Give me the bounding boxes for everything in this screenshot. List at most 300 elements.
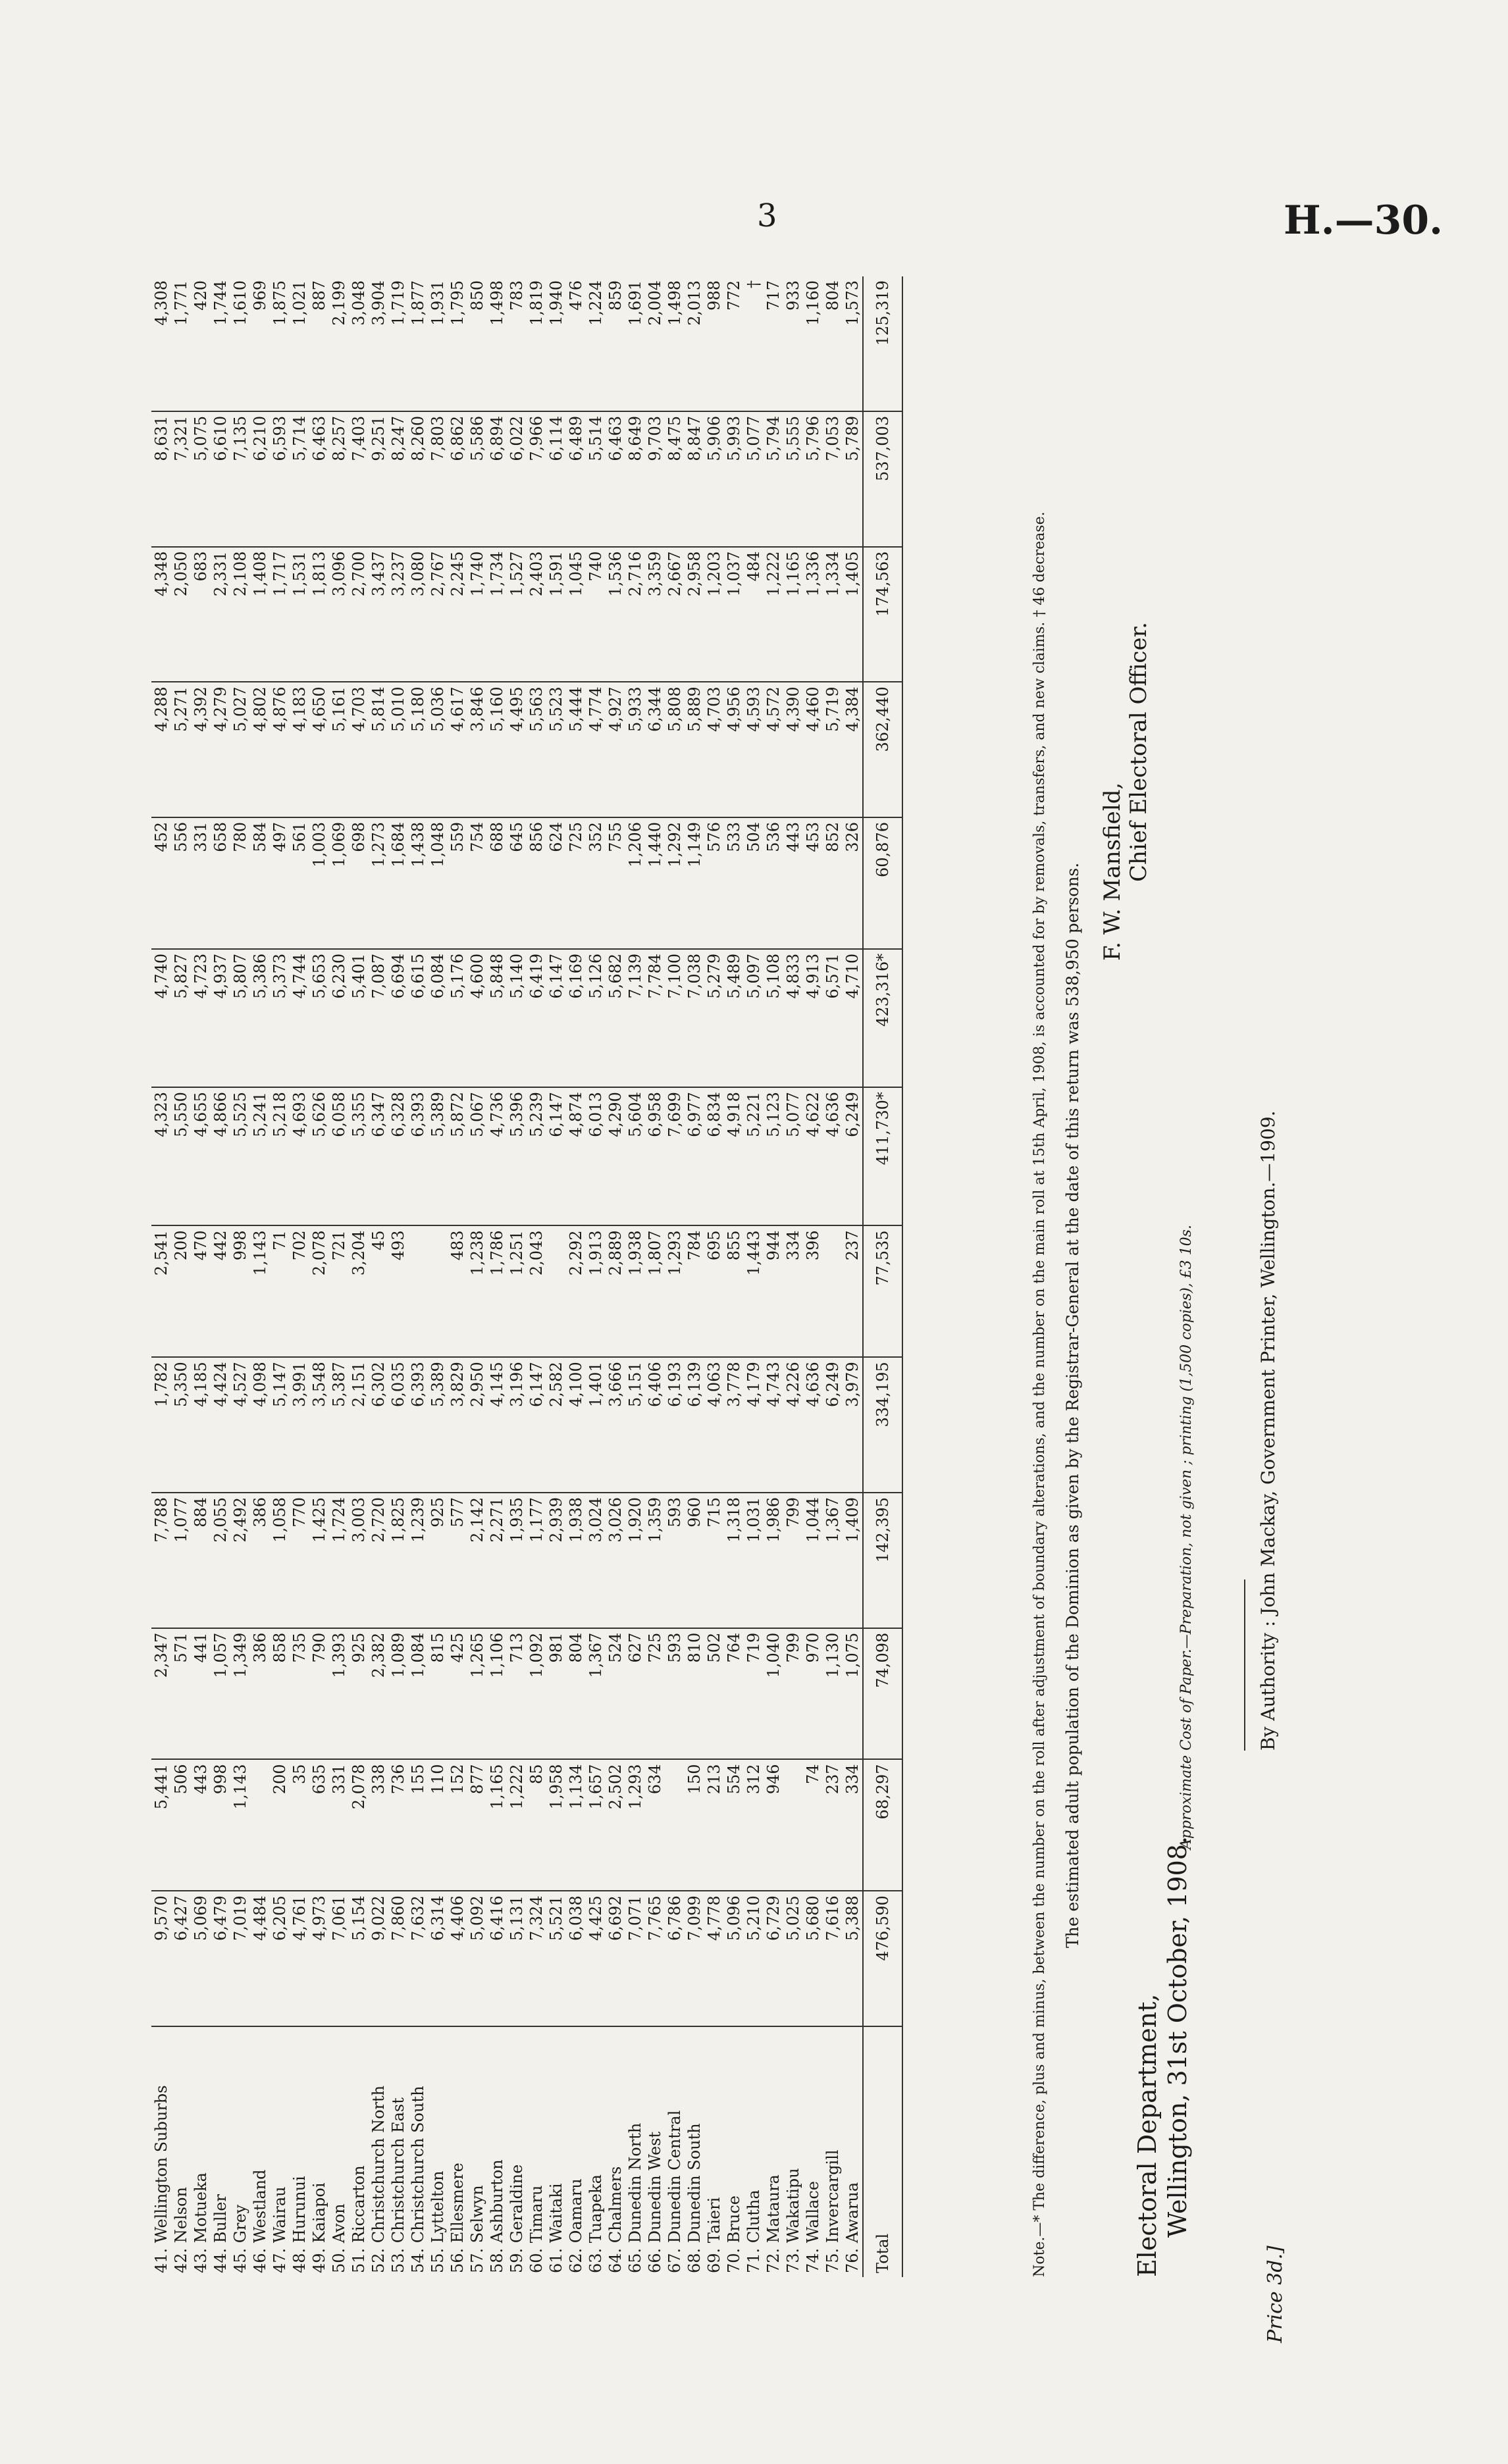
table-cell: 1,293	[665, 1225, 685, 1357]
table-cell: 4,743	[764, 1357, 783, 1493]
table-cell: 4,406	[448, 1891, 467, 2026]
table-cell: 5,626	[309, 1087, 329, 1225]
table-cell: 7,788	[151, 1493, 171, 1628]
table-body	[151, 276, 902, 2277]
table-cell: 970	[803, 1628, 823, 1760]
table-cell: 7,860	[388, 1891, 408, 2026]
table-cell: 7,632	[408, 1891, 428, 2026]
table-cell: 9,251	[369, 411, 388, 547]
table-row	[270, 276, 290, 2277]
table-cell: 6,249	[843, 1087, 863, 1225]
table-cell: 561	[290, 817, 309, 949]
electorate-name: 64. Chalmers	[606, 2166, 625, 2273]
table-cell: 635	[309, 1759, 329, 1891]
table-cell: 5,814	[369, 682, 388, 817]
table-cell: 1,717	[270, 547, 290, 682]
table-cell: 5,389	[428, 1087, 448, 1225]
table-cell: 780	[230, 817, 250, 949]
table-cell: 8,475	[665, 411, 685, 547]
table-cell: 1,058	[270, 1493, 290, 1628]
footnote: Note.—* The difference, plus and minus, between the number on the roll after adjustment of boundary alterations, and the number on the main roll at 15th April, 1908, is accounted for by removals, transfers, and new claims. † 46 decrease.	[1031, 511, 1048, 2277]
table-cell: 152	[448, 1759, 467, 1891]
table-cell: 1,037	[724, 547, 744, 682]
table-cell: 4,063	[704, 1357, 724, 1493]
table-cell: 5,808	[665, 682, 685, 817]
table-row	[349, 276, 369, 2277]
electorate-name: 68. Dunedin South	[685, 2123, 704, 2273]
electorate-name: 47. Wairau	[271, 2186, 289, 2273]
price: Price 3d.]	[1264, 2246, 1287, 2343]
department-block	[1132, 1836, 1193, 2277]
table-cell: 7,765	[645, 1891, 665, 2026]
table-cell: 5,239	[527, 1087, 546, 1225]
table-cell: 5,387	[329, 1357, 349, 1493]
table-cell: 8,247	[388, 411, 408, 547]
table-cell: 725	[645, 1628, 665, 1760]
table-cell: 1,498	[665, 276, 685, 411]
table-cell: 577	[448, 1493, 467, 1628]
table-cell: 695	[704, 1225, 724, 1357]
table-cell: 4,384	[843, 682, 863, 817]
table-cell: 1,408	[250, 547, 270, 682]
electorate-name: 41. Wellington Suburbs	[152, 2085, 170, 2273]
table-row	[843, 276, 863, 2277]
printer-authority: By Authority : John Mackay, Government Printer, Wellington.—1909.	[1257, 1110, 1279, 1751]
table-cell: 4,290	[606, 1087, 625, 1225]
table-row	[724, 276, 744, 2277]
table-row	[329, 276, 349, 2277]
table-cell: 2,767	[428, 547, 448, 682]
table-cell: 719	[744, 1628, 764, 1760]
table-cell: 6,479	[211, 1891, 230, 2026]
table-cell: 1,206	[625, 817, 645, 949]
table-cell: 396	[803, 1225, 823, 1357]
table-cell: 6,169	[566, 949, 586, 1087]
table-cell: 1,573	[843, 276, 863, 411]
table-cell: 858	[270, 1628, 290, 1760]
table-cell: 74,098	[863, 1628, 902, 1760]
table-cell: 533	[724, 817, 744, 949]
table-cell: 3,080	[408, 547, 428, 682]
table-cell: 2,720	[369, 1493, 388, 1628]
table-cell: 2,013	[685, 276, 704, 411]
table-cell: 60,876	[863, 817, 902, 949]
table-cell: 1,405	[843, 547, 863, 682]
table-cell: 5,075	[191, 411, 211, 547]
table-cell: 2,078	[309, 1225, 329, 1357]
table-cell	[546, 1225, 566, 1357]
table-cell: 5,682	[606, 949, 625, 1087]
table-cell: 441	[191, 1628, 211, 1760]
table-cell: 7,099	[685, 1891, 704, 2026]
table-cell: 6,302	[369, 1357, 388, 1493]
table-cell: 1,825	[388, 1493, 408, 1628]
table-cell: 5,025	[783, 1891, 803, 2026]
table-cell: 537,003	[863, 411, 902, 547]
table-cell: 4,098	[250, 1357, 270, 1493]
table-cell: 7,616	[823, 1891, 843, 2026]
table-cell: 5,092	[467, 1891, 487, 2026]
table-cell: 5,218	[270, 1087, 290, 1225]
table-cell: 3,829	[448, 1357, 467, 1493]
table-cell: 624	[546, 817, 566, 949]
table-cell: 502	[704, 1628, 724, 1760]
table-cell: 5,279	[704, 949, 724, 1087]
table-cell: 312	[744, 1759, 764, 1891]
table-cell: 5,126	[586, 949, 606, 1087]
table-row	[764, 276, 783, 2277]
table-cell: 5,906	[704, 411, 724, 547]
signatory-name: F. W. Mansfield,	[1099, 782, 1126, 961]
table-cell: 1,913	[586, 1225, 606, 1357]
table-cell: 4,655	[191, 1087, 211, 1225]
table-row	[625, 276, 645, 2277]
table-cell: 1,222	[764, 547, 783, 682]
table-cell: 5,789	[843, 411, 863, 547]
table-cell: 5,848	[487, 949, 507, 1087]
table-cell: 969	[250, 276, 270, 411]
table-cell: 442	[211, 1225, 230, 1357]
electorate-name: 73. Wakatipu	[784, 2168, 802, 2273]
table-cell: 884	[191, 1493, 211, 1628]
table-cell: 1,075	[843, 1628, 863, 1760]
table-cell: 4,617	[448, 682, 467, 817]
table-cell: 4,636	[803, 1357, 823, 1493]
table-cell: 998	[211, 1759, 230, 1891]
table-cell: 790	[309, 1628, 329, 1760]
electorate-name: 42. Nelson	[172, 2187, 190, 2273]
table-cell: 6,406	[645, 1357, 665, 1493]
table-cell: 6,147	[546, 949, 566, 1087]
table-cell: 6,571	[823, 949, 843, 1087]
table-cell: 2,331	[211, 547, 230, 682]
table-cell: 593	[665, 1493, 685, 1628]
table-cell	[428, 1225, 448, 1357]
electorate-name: 44. Buller	[211, 2194, 230, 2273]
table-cell: 9,570	[151, 1891, 171, 2026]
table-cell: 174,563	[863, 547, 902, 682]
table-cell: 5,396	[507, 1087, 527, 1225]
table-cell: 2,055	[211, 1493, 230, 1628]
table-cell: 5,514	[586, 411, 606, 547]
table-cell: 2,078	[349, 1759, 369, 1891]
table-row	[507, 276, 527, 2277]
table-cell: 1,719	[388, 276, 408, 411]
table-cell: 5,555	[783, 411, 803, 547]
table-cell: 3,979	[843, 1357, 863, 1493]
table-cell: 110	[428, 1759, 448, 1891]
table-cell: 5,097	[744, 949, 764, 1087]
table-cell: 1,744	[211, 276, 230, 411]
table-cell: 6,147	[546, 1087, 566, 1225]
table-cell: 1,265	[467, 1628, 487, 1760]
table-cell: 1,920	[625, 1493, 645, 1628]
table-cell: 5,350	[171, 1357, 191, 1493]
table-cell: 2,502	[606, 1759, 625, 1891]
divider	[1244, 1579, 1245, 1751]
table-cell: 6,035	[388, 1357, 408, 1493]
table-cell: 998	[230, 1225, 250, 1357]
table-cell: 45	[369, 1225, 388, 1357]
table-cell: 6,958	[645, 1087, 665, 1225]
table-cell: 4,736	[487, 1087, 507, 1225]
table-cell: 2,492	[230, 1493, 250, 1628]
table-cell: 6,894	[487, 411, 507, 547]
table-cell: 5,131	[507, 1891, 527, 2026]
electorate-name: 72. Mataura	[764, 2174, 783, 2273]
table-cell: 1,089	[388, 1628, 408, 1760]
table-cell: 3,003	[349, 1493, 369, 1628]
table-cell: 1,438	[408, 817, 428, 949]
table-cell: 1,877	[408, 276, 428, 411]
table-cell: 6,147	[527, 1357, 546, 1493]
table-cell: 925	[349, 1628, 369, 1760]
table-cell: 5,010	[388, 682, 408, 817]
table-row	[388, 276, 408, 2277]
table-cell: 6,314	[428, 1891, 448, 2026]
electorate-name: 66. Dunedin West	[646, 2131, 664, 2273]
table-cell: 5,180	[408, 682, 428, 817]
table-cell: 5,241	[250, 1087, 270, 1225]
table-cell: 5,077	[744, 411, 764, 547]
table-cell: 7,135	[230, 411, 250, 547]
table-cell: 1,443	[744, 1225, 764, 1357]
table-cell: 5,355	[349, 1087, 369, 1225]
table-cell: 6,344	[645, 682, 665, 817]
table-cell: 3,026	[606, 1493, 625, 1628]
table-cell	[823, 1225, 843, 1357]
table-cell: 725	[566, 817, 586, 949]
table-cell: 326	[843, 817, 863, 949]
table-cell: 6,834	[704, 1087, 724, 1225]
total-label: Total	[863, 2026, 902, 2277]
table-cell: 6,593	[270, 411, 290, 547]
table-cell: 1,657	[586, 1759, 606, 1891]
table-cell: 6,084	[428, 949, 448, 1087]
table-cell: 7,019	[230, 1891, 250, 2026]
table-cell: 6,230	[329, 949, 349, 1087]
table-cell: 556	[171, 817, 191, 949]
table-cell: 3,904	[369, 276, 388, 411]
table-cell: 3,437	[369, 547, 388, 682]
table-cell: 7,403	[349, 411, 369, 547]
table-cell: 5,161	[329, 682, 349, 817]
table-cell: 4,866	[211, 1087, 230, 1225]
table-cell: 6,022	[507, 411, 527, 547]
table-cell: 3,359	[645, 547, 665, 682]
table-cell: 1,044	[803, 1493, 823, 1628]
table-cell: 571	[171, 1628, 191, 1760]
table-cell: 6,977	[685, 1087, 704, 1225]
table-cell: 2,403	[527, 547, 546, 682]
table-cell: 237	[823, 1759, 843, 1891]
table-cell: 1,367	[586, 1628, 606, 1760]
table-cell: 6,013	[586, 1087, 606, 1225]
table-cell: 331	[191, 817, 211, 949]
table-cell: 1,222	[507, 1759, 527, 1891]
table-cell: 5,933	[625, 682, 645, 817]
table-cell: 5,889	[685, 682, 704, 817]
table-cell: 5,525	[230, 1087, 250, 1225]
table-cell: 735	[290, 1628, 309, 1760]
table-cell: 593	[665, 1628, 685, 1760]
electorate-name: 49. Kaiapoi	[310, 2182, 328, 2273]
electorate-name: 67. Dunedin Central	[665, 2110, 684, 2273]
electorate-name: 63. Tuapeka	[586, 2174, 605, 2273]
table-cell: 7,061	[329, 1891, 349, 2026]
table-cell: 702	[290, 1225, 309, 1357]
table-cell: 1,334	[823, 547, 843, 682]
table-cell: 5,521	[546, 1891, 566, 2026]
table-cell: 5,489	[724, 949, 744, 1087]
table-cell: 5,796	[803, 411, 823, 547]
table-cell: 5,441	[151, 1759, 171, 1891]
electorate-name: 58. Ashburton	[488, 2159, 506, 2273]
table-cell: 1,143	[230, 1759, 250, 1891]
table-cell: 4,100	[566, 1357, 586, 1493]
table-row	[566, 276, 586, 2277]
table-cell: 7,087	[369, 949, 388, 1087]
table-cell: 334	[783, 1225, 803, 1357]
table-cell: 855	[724, 1225, 744, 1357]
table-cell: 1,786	[487, 1225, 507, 1357]
table-cell: 2,582	[546, 1357, 566, 1493]
table-cell: 6,692	[606, 1891, 625, 2026]
table-cell: 334	[843, 1759, 863, 1891]
table-cell: 6,419	[527, 949, 546, 1087]
table-cell: 4,527	[230, 1357, 250, 1493]
table-cell: 2,245	[448, 547, 467, 682]
table-cell: 1,130	[823, 1628, 843, 1760]
table-cell: 799	[783, 1493, 803, 1628]
table-cell: 3,196	[507, 1357, 527, 1493]
table-cell: 8,631	[151, 411, 171, 547]
table-cell: 4,876	[270, 682, 290, 817]
table-cell: 4,874	[566, 1087, 586, 1225]
table-cell: 7,038	[685, 949, 704, 1087]
signature-block	[1099, 622, 1152, 961]
table-cell: 5,653	[309, 949, 329, 1087]
table-cell: 470	[191, 1225, 211, 1357]
table-cell: 6,463	[606, 411, 625, 547]
table-cell: 1,092	[527, 1628, 546, 1760]
table-cell: 1,938	[625, 1225, 645, 1357]
table-row	[191, 276, 211, 2277]
table-cell: 2,108	[230, 547, 250, 682]
table-cell: 554	[724, 1759, 744, 1891]
table-cell: 804	[823, 276, 843, 411]
table-cell: 2,050	[171, 547, 191, 682]
table-row	[704, 276, 724, 2277]
table-row	[685, 276, 704, 2277]
table-cell: 2,667	[665, 547, 685, 682]
table-cell: 425	[448, 1628, 467, 1760]
table-cell: 6,610	[211, 411, 230, 547]
table-cell: 8,847	[685, 411, 704, 547]
table-cell: 4,145	[487, 1357, 507, 1493]
table-cell: 856	[527, 817, 546, 949]
table-cell: 4,833	[783, 949, 803, 1087]
table-row	[250, 276, 270, 2277]
table-cell: 1,782	[151, 1357, 171, 1493]
table-cell: 7,321	[171, 411, 191, 547]
table-cell: 3,048	[349, 276, 369, 411]
table-cell: 4,460	[803, 682, 823, 817]
table-cell: 4,179	[744, 1357, 764, 1493]
table-cell	[783, 1759, 803, 1891]
table-cell: 150	[685, 1759, 704, 1891]
table-cell: 946	[764, 1759, 783, 1891]
table-cell: 6,427	[171, 1891, 191, 2026]
table-cell: 1,691	[625, 276, 645, 411]
table-cell: 77,535	[863, 1225, 902, 1357]
electorate-name: 43. Motueka	[192, 2172, 210, 2273]
table-row	[487, 276, 507, 2277]
table-cell: 5,036	[428, 682, 448, 817]
table-cell: 8,649	[625, 411, 645, 547]
table-cell: 1,409	[843, 1493, 863, 1628]
table-cell	[408, 1225, 428, 1357]
table-cell: 4,424	[211, 1357, 230, 1493]
table-cell: 5,680	[803, 1891, 823, 2026]
table-cell: 7,324	[527, 1891, 546, 2026]
table-cell: 1,771	[171, 276, 191, 411]
table-cell: 6,038	[566, 1891, 586, 2026]
table-cell: 5,719	[823, 682, 843, 817]
table-cell: 7,784	[645, 949, 665, 1087]
table-row	[586, 276, 606, 2277]
table-cell: 1,440	[645, 817, 665, 949]
table-cell: 5,373	[270, 949, 290, 1087]
table-cell: 1,165	[487, 1759, 507, 1891]
table-cell: 5,586	[467, 411, 487, 547]
table-cell: 944	[764, 1225, 783, 1357]
total-row	[863, 276, 902, 2277]
table-row	[527, 276, 546, 2277]
table-row	[230, 276, 250, 2277]
document-reference: H.—30.	[1284, 197, 1443, 244]
table-cell: 1,040	[764, 1628, 783, 1760]
table-cell: 4,572	[764, 682, 783, 817]
table-cell: 4,650	[309, 682, 329, 817]
table-cell: 1,734	[487, 547, 507, 682]
table-cell: 6,139	[685, 1357, 704, 1493]
table-cell: 2,151	[349, 1357, 369, 1493]
table-cell: 1,958	[546, 1759, 566, 1891]
table-cell: 5,550	[171, 1087, 191, 1225]
table-cell: 5,827	[171, 949, 191, 1087]
table-cell: 1,536	[606, 547, 625, 682]
table-row	[467, 276, 487, 2277]
table-cell: 1,935	[507, 1493, 527, 1628]
table-cell: 3,024	[586, 1493, 606, 1628]
table-cell: 493	[388, 1225, 408, 1357]
table-cell: 536	[764, 817, 783, 949]
table-cell: 237	[843, 1225, 863, 1357]
table-cell: 7,699	[665, 1087, 685, 1225]
table-cell	[665, 1759, 685, 1891]
table-cell: 85	[527, 1759, 546, 1891]
table-cell: 698	[349, 817, 369, 949]
table-cell: 4,918	[724, 1087, 744, 1225]
population-note: The estimated adult population of the Dominion as given by the Registrar-General at the date of this return was 538,950 persons.	[1063, 862, 1082, 1948]
table-cell: 877	[467, 1759, 487, 1891]
table-cell: 452	[151, 817, 171, 949]
table-cell: 2,541	[151, 1225, 171, 1357]
electorate-name: 57. Selwyn	[468, 2185, 486, 2273]
table-cell: 1,367	[823, 1493, 843, 1628]
table-row	[665, 276, 685, 2277]
